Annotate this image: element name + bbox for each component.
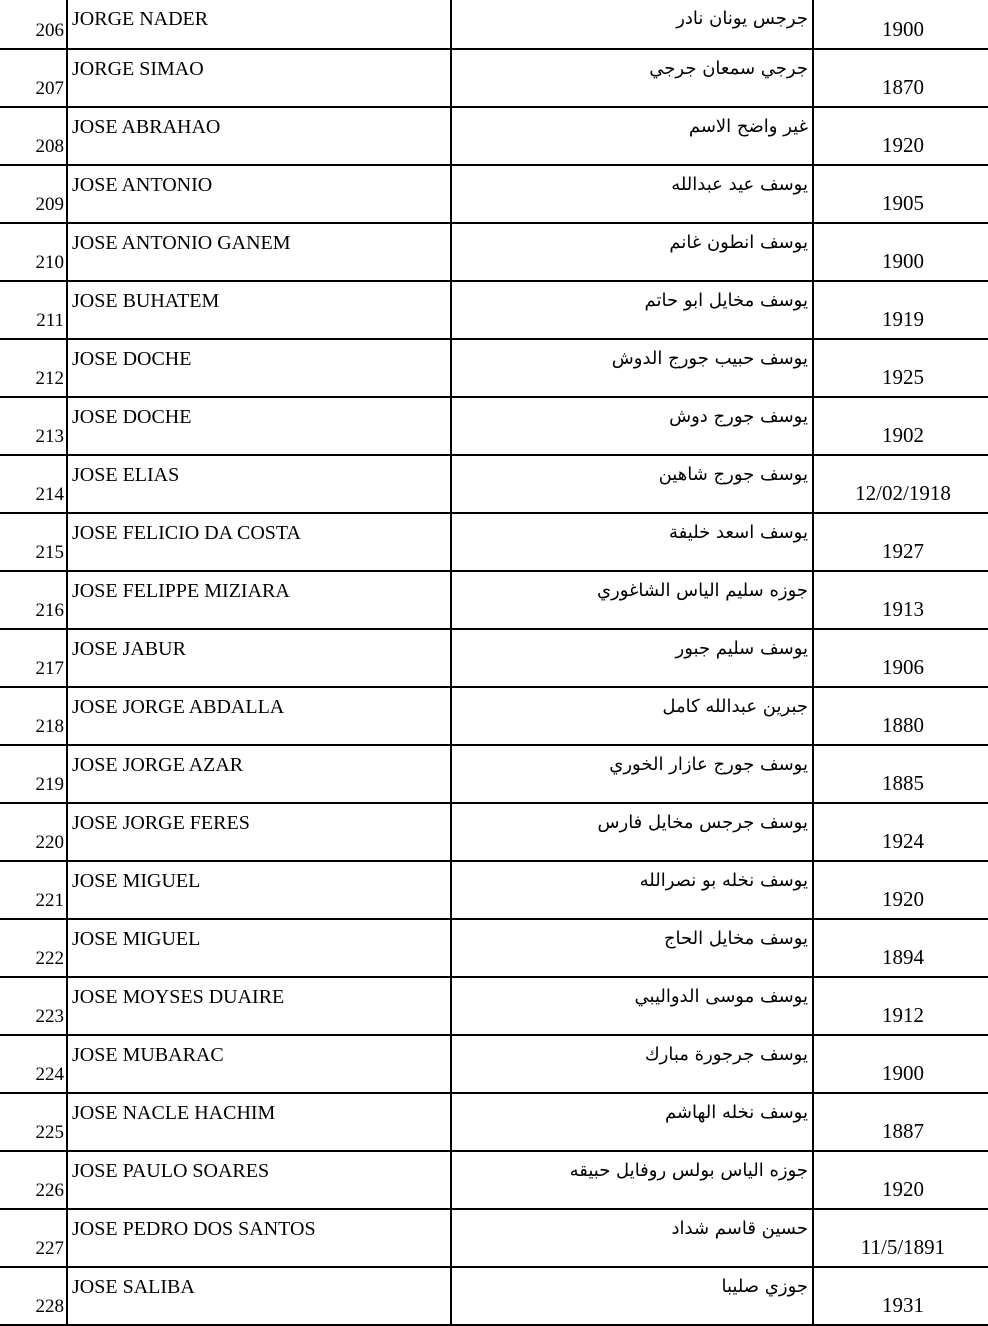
birth-year: 1905 [813, 165, 988, 223]
row-number: 207 [0, 49, 67, 107]
table-row [0, 165, 988, 223]
latin-name: JOSE ABRAHAO [67, 107, 451, 165]
table-row [0, 861, 988, 919]
table-row [0, 0, 988, 49]
birth-year: 1885 [813, 745, 988, 803]
birth-year: 1880 [813, 687, 988, 745]
row-number: 216 [0, 571, 67, 629]
arabic-name: جرجي سمعان جرجي [451, 49, 813, 107]
row-number: 213 [0, 397, 67, 455]
row-number: 217 [0, 629, 67, 687]
row-number: 225 [0, 1093, 67, 1151]
latin-name: JORGE SIMAO [67, 49, 451, 107]
birth-year: 1900 [813, 223, 988, 281]
latin-name: JOSE ELIAS [67, 455, 451, 513]
table-row [0, 687, 988, 745]
latin-name: JORGE NADER [67, 0, 451, 49]
latin-name: JOSE PEDRO DOS SANTOS [67, 1209, 451, 1267]
birth-year: 1920 [813, 107, 988, 165]
birth-year: 1913 [813, 571, 988, 629]
latin-name: JOSE JORGE ABDALLA [67, 687, 451, 745]
arabic-name: يوسف جورج شاهين [451, 455, 813, 513]
birth-year: 1902 [813, 397, 988, 455]
table-row [0, 1035, 988, 1093]
birth-year: 1912 [813, 977, 988, 1035]
row-number: 218 [0, 687, 67, 745]
latin-name: JOSE ANTONIO [67, 165, 451, 223]
row-number: 212 [0, 339, 67, 397]
row-number: 222 [0, 919, 67, 977]
birth-year: 1927 [813, 513, 988, 571]
latin-name: JOSE ANTONIO GANEM [67, 223, 451, 281]
row-number: 219 [0, 745, 67, 803]
table-row [0, 107, 988, 165]
table-row [0, 281, 988, 339]
latin-name: JOSE MUBARAC [67, 1035, 451, 1093]
row-number: 211 [0, 281, 67, 339]
arabic-name: حسين قاسم شداد [451, 1209, 813, 1267]
table-row [0, 339, 988, 397]
latin-name: JOSE PAULO SOARES [67, 1151, 451, 1209]
birth-year: 1887 [813, 1093, 988, 1151]
latin-name: JOSE MIGUEL [67, 919, 451, 977]
table-row [0, 745, 988, 803]
latin-name: JOSE SALIBA [67, 1267, 451, 1325]
arabic-name: يوسف انطون غانم [451, 223, 813, 281]
arabic-name: يوسف سليم جبور [451, 629, 813, 687]
row-number: 206 [0, 0, 67, 49]
arabic-name: يوسف اسعد خليفة [451, 513, 813, 571]
latin-name: JOSE MIGUEL [67, 861, 451, 919]
birth-year: 1931 [813, 1267, 988, 1325]
birth-year: 1906 [813, 629, 988, 687]
arabic-name: جوزه سليم الياس الشاغوري [451, 571, 813, 629]
table-row [0, 513, 988, 571]
table-row [0, 977, 988, 1035]
arabic-name: يوسف جرجس مخايل فارس [451, 803, 813, 861]
latin-name: JOSE JORGE AZAR [67, 745, 451, 803]
table-row [0, 1267, 988, 1325]
table-row [0, 49, 988, 107]
row-number: 228 [0, 1267, 67, 1325]
table-row [0, 571, 988, 629]
row-number: 214 [0, 455, 67, 513]
arabic-name: يوسف جورج عازار الخوري [451, 745, 813, 803]
latin-name: JOSE BUHATEM [67, 281, 451, 339]
birth-year: 1920 [813, 861, 988, 919]
arabic-name: يوسف موسى الدواليبي [451, 977, 813, 1035]
arabic-name: يوسف مخايل الحاج [451, 919, 813, 977]
birth-year: 11/5/1891 [813, 1209, 988, 1267]
row-number: 220 [0, 803, 67, 861]
row-number: 208 [0, 107, 67, 165]
table-row [0, 1151, 988, 1209]
latin-name: JOSE NACLE HACHIM [67, 1093, 451, 1151]
birth-year: 1920 [813, 1151, 988, 1209]
row-number: 209 [0, 165, 67, 223]
row-number: 221 [0, 861, 67, 919]
table-row [0, 1093, 988, 1151]
row-number: 223 [0, 977, 67, 1035]
birth-year: 1925 [813, 339, 988, 397]
row-number: 227 [0, 1209, 67, 1267]
arabic-name: يوسف نخله بو نصرالله [451, 861, 813, 919]
latin-name: JOSE JORGE FERES [67, 803, 451, 861]
arabic-name: جوزه الياس بولس روفايل حبيقه [451, 1151, 813, 1209]
latin-name: JOSE DOCHE [67, 339, 451, 397]
row-number: 226 [0, 1151, 67, 1209]
arabic-name: جوزي صليبا [451, 1267, 813, 1325]
table-row [0, 455, 988, 513]
latin-name: JOSE JABUR [67, 629, 451, 687]
table-row [0, 803, 988, 861]
latin-name: JOSE DOCHE [67, 397, 451, 455]
arabic-name: يوسف حبيب جورج الدوش [451, 339, 813, 397]
arabic-name: يوسف جورج دوش [451, 397, 813, 455]
birth-year: 1900 [813, 1035, 988, 1093]
arabic-name: يوسف نخله الهاشم [451, 1093, 813, 1151]
birth-year: 1924 [813, 803, 988, 861]
latin-name: JOSE FELIPPE MIZIARA [67, 571, 451, 629]
row-number: 215 [0, 513, 67, 571]
arabic-name: يوسف عيد عبدالله [451, 165, 813, 223]
arabic-name: جرجس يونان نادر [451, 0, 813, 49]
arabic-name: يوسف مخايل ابو حاتم [451, 281, 813, 339]
birth-year: 1900 [813, 0, 988, 49]
latin-name: JOSE MOYSES DUAIRE [67, 977, 451, 1035]
arabic-name: يوسف جرجورة مبارك [451, 1035, 813, 1093]
table-row [0, 223, 988, 281]
table-row [0, 1209, 988, 1267]
birth-year: 1919 [813, 281, 988, 339]
latin-name: JOSE FELICIO DA COSTA [67, 513, 451, 571]
birth-year: 1894 [813, 919, 988, 977]
row-number: 224 [0, 1035, 67, 1093]
table-row [0, 397, 988, 455]
table-row [0, 629, 988, 687]
row-number: 210 [0, 223, 67, 281]
arabic-name: جبرين عبدالله كامل [451, 687, 813, 745]
arabic-name: غير واضح الاسم [451, 107, 813, 165]
birth-year: 12/02/1918 [813, 455, 988, 513]
table-row [0, 919, 988, 977]
birth-year: 1870 [813, 49, 988, 107]
